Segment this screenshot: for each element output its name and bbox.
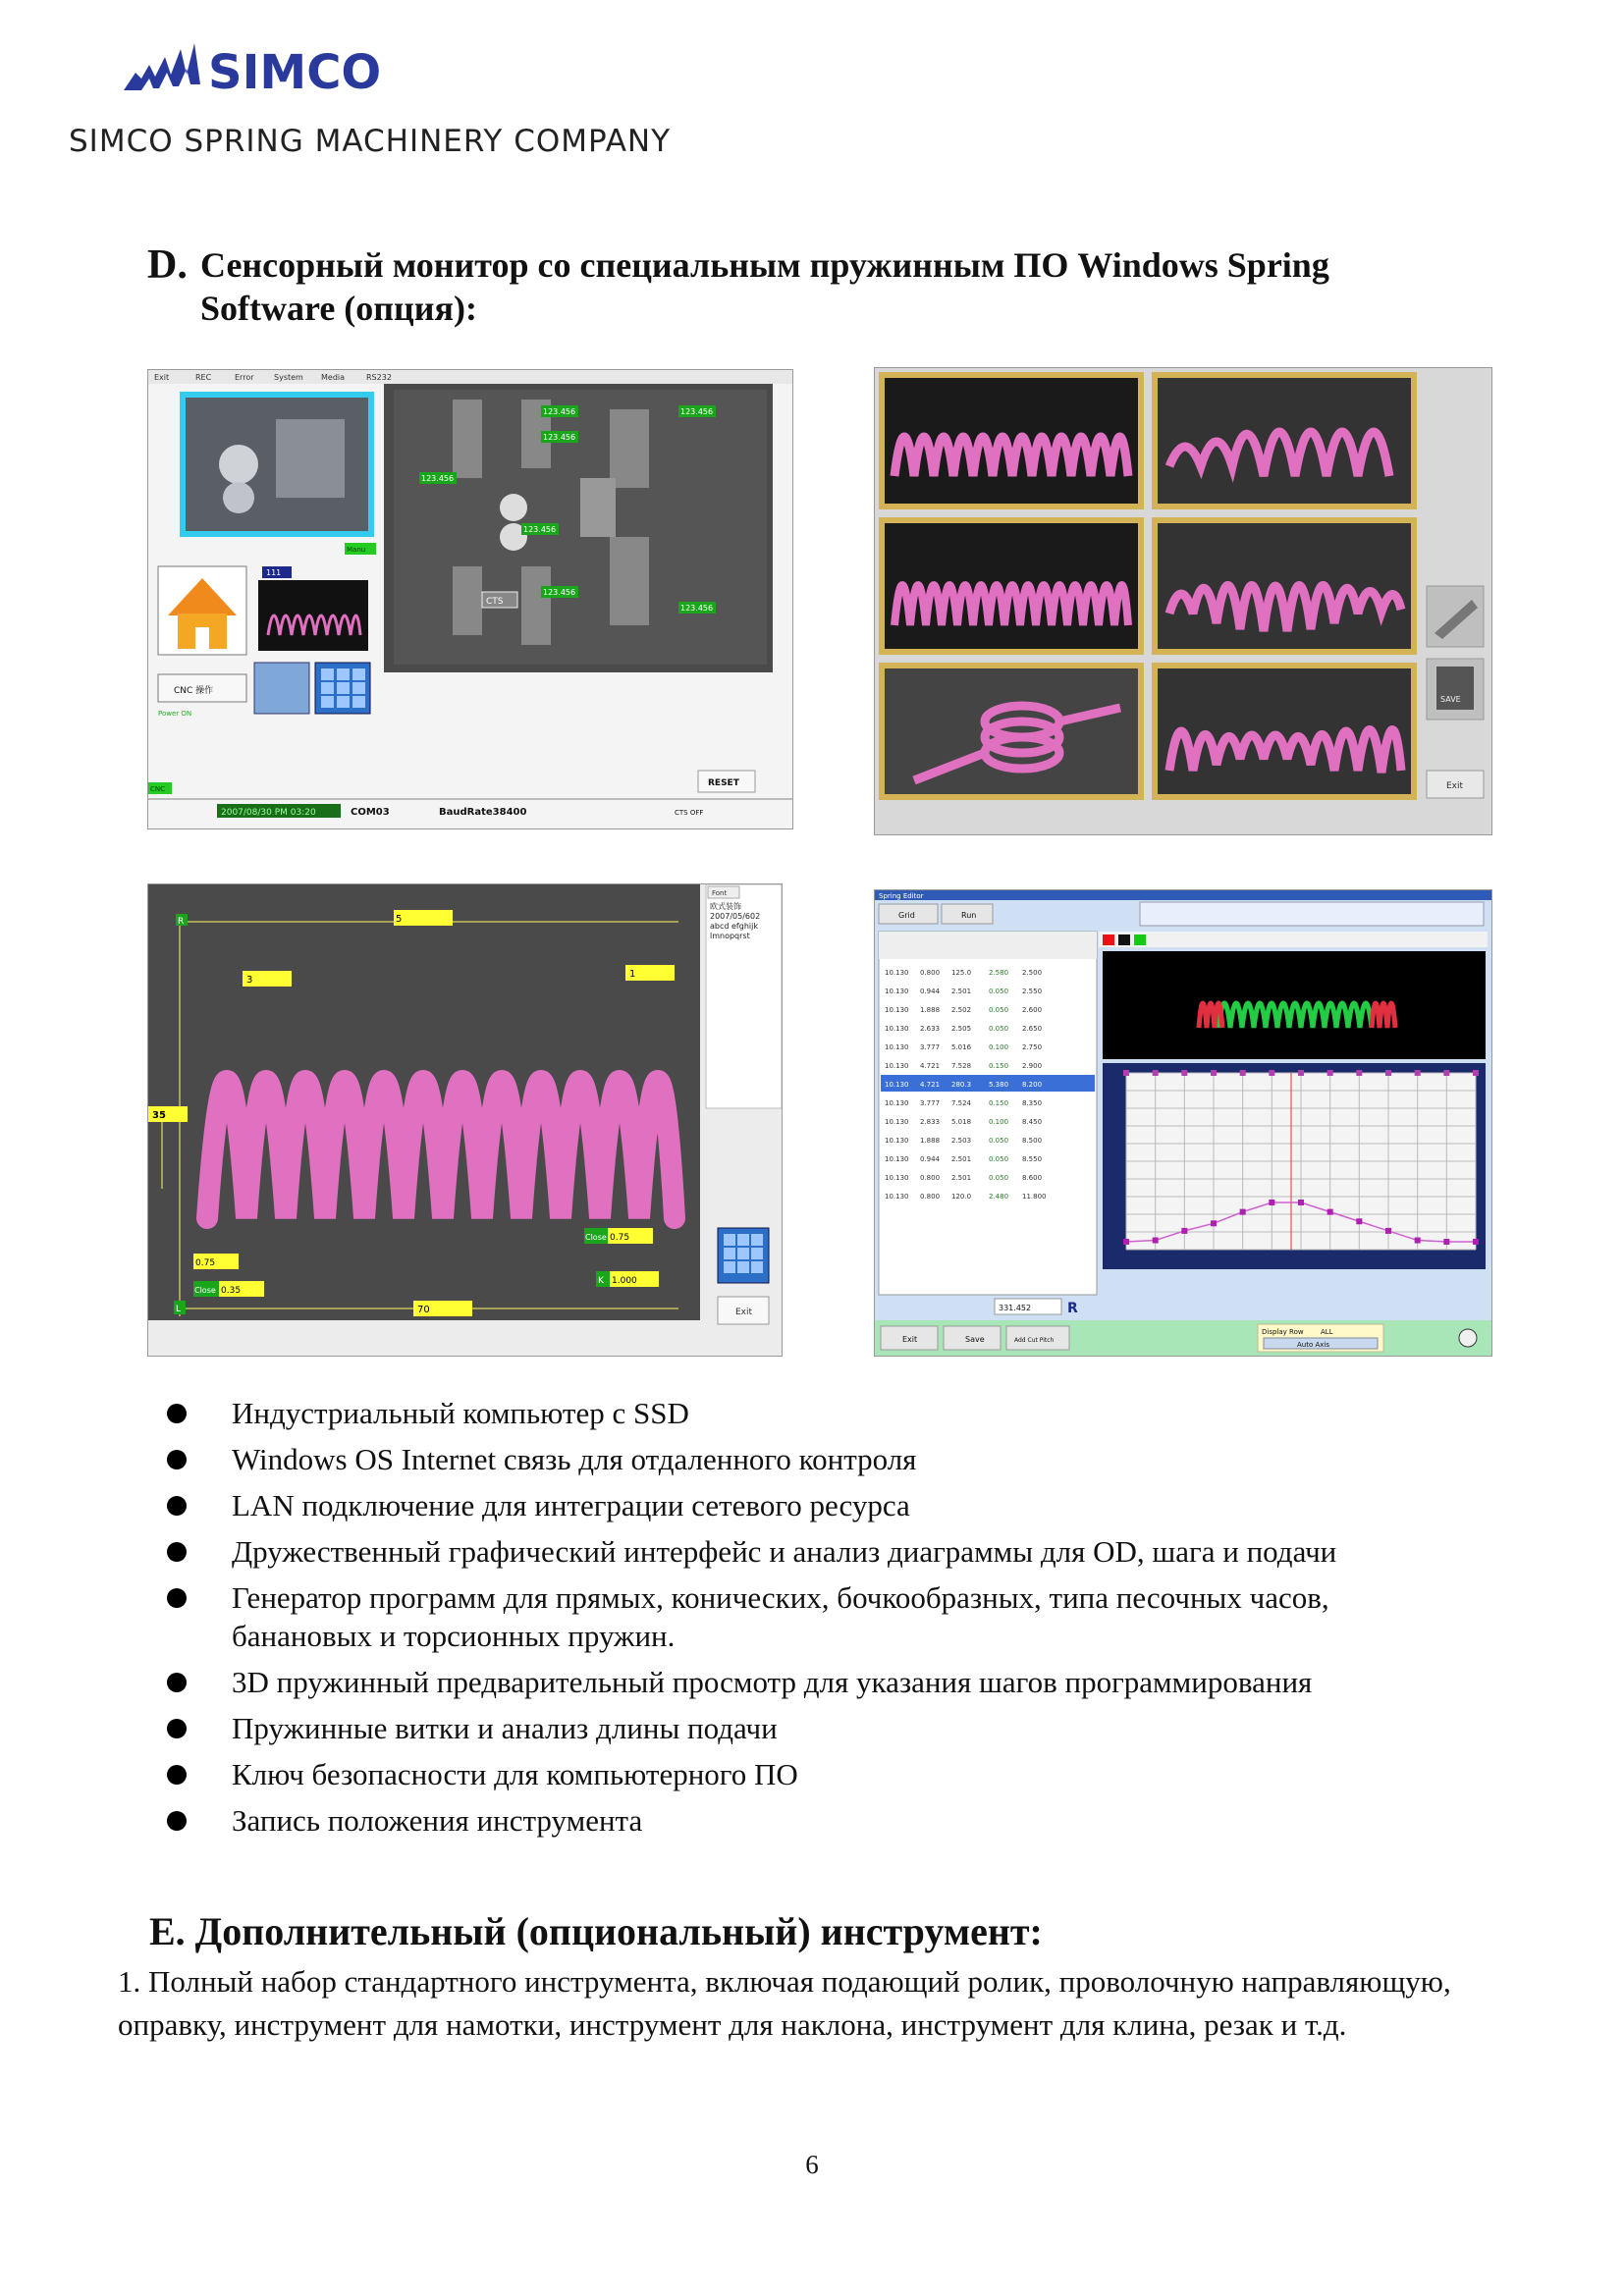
menu-rec[interactable]: REC: [195, 373, 212, 382]
chart-point: [1240, 1209, 1246, 1215]
k-label: K: [598, 1276, 604, 1286]
table-cell: 8.600: [1022, 1174, 1043, 1182]
table-cell: 2.502: [951, 1006, 972, 1014]
chart-top-marker: [1473, 1070, 1479, 1076]
table-row[interactable]: [881, 1019, 1095, 1036]
exit-label: Exit: [1446, 781, 1464, 791]
chart-top-marker: [1298, 1070, 1304, 1076]
readout-5: 123.456: [543, 588, 576, 597]
spring-tile-4[interactable]: [1152, 517, 1417, 655]
menu-exit[interactable]: Exit: [154, 373, 170, 382]
dim-pitch-left: 3: [246, 975, 253, 986]
exit-label: Exit: [735, 1308, 753, 1317]
readout-4: 123.456: [523, 525, 557, 534]
table-cell: 2.650: [1022, 1025, 1043, 1033]
table-cell: 1.888: [920, 1137, 941, 1145]
table-cell: 3.777: [920, 1099, 941, 1107]
table-cell: 10.130: [885, 1193, 909, 1201]
chart-top-marker: [1415, 1070, 1421, 1076]
table-cell: 0.050: [989, 1006, 1009, 1014]
table-cell: 0.150: [989, 1062, 1009, 1070]
table-cell: 2.750: [1022, 1043, 1043, 1051]
axis-header: [1140, 902, 1484, 926]
dim-top-box[interactable]: [394, 910, 453, 926]
screenshot-spring-dimensions: [147, 883, 783, 1357]
feature-item: LAN подключение для интеграции сетевого ресурса: [167, 1486, 1473, 1524]
table-cell: 11.800: [1022, 1193, 1047, 1201]
dim-length: 70: [417, 1305, 430, 1315]
font-sample: 欧式装饰 2007/05/602 abcd efghijk lmnopqrst: [710, 902, 761, 940]
feature-item: Windows OS Internet связь для отдаленного контроля: [167, 1440, 1473, 1478]
table-cell: 0.800: [920, 969, 941, 977]
table-cell: 280.3: [951, 1081, 972, 1089]
screenshot-spring-editor: [874, 889, 1492, 1357]
font-label: Font: [712, 889, 728, 897]
auto-axis-label: Auto Axis: [1297, 1341, 1330, 1349]
table-cell: 5.018: [951, 1118, 972, 1126]
chart-top-marker: [1153, 1070, 1159, 1076]
feature-item: Дружественный графический интерфейс и анализ диаграммы для OD, шага и подачи: [167, 1532, 1473, 1571]
table-cell: 120.0: [951, 1193, 972, 1201]
table-cell: 125.0: [951, 969, 972, 977]
table-row[interactable]: [881, 1149, 1095, 1166]
chart-point: [1123, 1239, 1129, 1245]
table-cell: 0.050: [989, 1025, 1009, 1033]
table-cell: 8.450: [1022, 1118, 1043, 1126]
chart-top-marker: [1181, 1070, 1187, 1076]
run-label: Run: [961, 911, 977, 920]
screenshot-cnc-control: [147, 369, 793, 829]
chart-point: [1269, 1200, 1274, 1205]
table-row[interactable]: [881, 1038, 1095, 1054]
table-cell: 1.888: [920, 1006, 941, 1014]
chart-point: [1298, 1200, 1304, 1205]
screenshot-spring-gallery: [874, 367, 1492, 835]
logo-waves-icon: [124, 43, 200, 90]
page-number: 6: [805, 2150, 819, 2179]
display-row-label: Display Row: [1262, 1328, 1304, 1336]
chart-top-marker: [1327, 1070, 1333, 1076]
mode-label: Manu: [347, 546, 366, 554]
dim-top-value: 5: [396, 914, 403, 925]
menu-error[interactable]: Error: [235, 373, 254, 382]
table-cell: 10.130: [885, 1118, 909, 1126]
smiley-icon: [1459, 1329, 1477, 1347]
editor-exit-label: Exit: [902, 1335, 918, 1344]
table-cell: 0.100: [989, 1118, 1009, 1126]
table-cell: 0.050: [989, 988, 1009, 995]
display-row-select[interactable]: ALL: [1321, 1328, 1333, 1336]
table-row[interactable]: [881, 1056, 1095, 1073]
table-cell: 5.016: [951, 1043, 972, 1051]
section-d-letter: D.: [147, 242, 188, 288]
chart-top-marker: [1240, 1070, 1246, 1076]
chart-top-marker: [1443, 1070, 1449, 1076]
step-label: 111: [266, 568, 282, 577]
spring-tile-6[interactable]: [1152, 663, 1417, 800]
table-cell: 2.833: [920, 1118, 941, 1126]
table-cell: 2.501: [951, 1155, 972, 1163]
table-cell: 8.550: [1022, 1155, 1043, 1163]
chart-point: [1327, 1209, 1333, 1215]
cnc-status: CNC: [150, 785, 166, 793]
table-cell: 0.944: [920, 1155, 941, 1163]
green-color-swatch[interactable]: [1134, 934, 1146, 945]
chart-point: [1211, 1220, 1217, 1226]
table-cell: 10.130: [885, 1137, 909, 1145]
section-d-heading: [147, 243, 1473, 330]
cnc-label: CNC 操作: [174, 686, 214, 696]
table-cell: 7.528: [951, 1062, 972, 1070]
table-cell: 8.350: [1022, 1099, 1043, 1107]
table-cell: 10.130: [885, 969, 909, 977]
logo-text: SIMCO: [208, 45, 382, 98]
feature-item: Ключ безопасности для компьютерного ПО: [167, 1755, 1473, 1793]
readout-6: 123.456: [680, 604, 714, 613]
company-name: SIMCO SPRING MACHINERY COMPANY: [69, 124, 672, 159]
table-cell: 2.580: [989, 969, 1009, 977]
feature-item: 3D пружинный предварительный просмотр для указания шагов программирования: [167, 1663, 1473, 1701]
section-d-title: Сенсорный монитор со специальным пружинным ПО Windows Spring Software (опция):: [200, 245, 1329, 328]
spring-tile-2[interactable]: [1152, 372, 1417, 509]
readout-2: 123.456: [680, 407, 714, 416]
table-cell: 10.130: [885, 1043, 909, 1051]
table-row[interactable]: [881, 1094, 1095, 1110]
table-cell: 8.500: [1022, 1137, 1043, 1145]
table-cell: 0.800: [920, 1174, 941, 1182]
baud-status: BaudRate38400: [439, 807, 527, 818]
table-cell: 2.633: [920, 1025, 941, 1033]
table-cell: 10.130: [885, 1081, 909, 1089]
table-cell: 7.524: [951, 1099, 972, 1107]
feature-item: Пружинные витки и анализ длины подачи: [167, 1709, 1473, 1747]
port-status: COM03: [351, 807, 390, 818]
red-color-swatch[interactable]: [1103, 934, 1114, 945]
feature-item: Запись положения инструмента: [167, 1801, 1473, 1840]
chart-point: [1443, 1239, 1449, 1245]
table-cell: 0.150: [989, 1099, 1009, 1107]
readout-r-label: R: [1067, 1301, 1078, 1316]
position-readout: 331.452: [999, 1304, 1032, 1312]
cts-label: CTS: [486, 597, 504, 607]
chart-top-marker: [1269, 1070, 1274, 1076]
table-cell: 10.130: [885, 988, 909, 995]
menu-rs232[interactable]: RS232: [366, 373, 392, 382]
save-label: SAVE: [1440, 695, 1461, 704]
table-row[interactable]: [881, 1187, 1095, 1203]
table-cell: 2.900: [1022, 1062, 1043, 1070]
table-cell: 10.130: [885, 1025, 909, 1033]
feature-item: Индустриальный компьютер с SSD: [167, 1394, 1473, 1432]
chart-point: [1356, 1218, 1362, 1224]
table-cell: 10.130: [885, 1155, 909, 1163]
section-e-title: E. Дополнительный (опциональный) инструмент:: [149, 1909, 1043, 1953]
table-cell: 3.777: [920, 1043, 941, 1051]
table-cell: 2.503: [951, 1137, 972, 1145]
table-cell: 0.944: [920, 988, 941, 995]
table-cell: 0.050: [989, 1174, 1009, 1182]
table-cell: 2.505: [951, 1025, 972, 1033]
chart-top-marker: [1211, 1070, 1217, 1076]
table-row[interactable]: [881, 1075, 1095, 1092]
keypad-icon: [321, 668, 365, 708]
datetime-status: 2007/08/30 PM 03:20: [221, 808, 316, 818]
table-cell: 0.100: [989, 1043, 1009, 1051]
table-cell: 10.130: [885, 1174, 909, 1182]
chart-top-marker: [1123, 1070, 1129, 1076]
table-cell: 10.130: [885, 1006, 909, 1014]
table-cell: 2.600: [1022, 1006, 1043, 1014]
table-cell: 0.050: [989, 1155, 1009, 1163]
table-cell: 0.050: [989, 1137, 1009, 1145]
chart-point: [1153, 1238, 1159, 1244]
menu-system[interactable]: System: [274, 373, 303, 382]
chart-top-marker: [1356, 1070, 1362, 1076]
simco-logo: [122, 39, 446, 98]
chart-point: [1415, 1238, 1421, 1244]
dim-left-value: 0.75: [195, 1258, 216, 1268]
chart-point: [1385, 1228, 1391, 1234]
status-line: Power ON: [158, 710, 192, 718]
table-cell: 2.501: [951, 988, 972, 995]
feature-item: Генератор программ для прямых, конических, бочкообразных, типа песочных часов, банановых и торсионных пружин.: [167, 1578, 1473, 1655]
close-right-value: 0.75: [610, 1233, 630, 1243]
table-cell: 8.200: [1022, 1081, 1043, 1089]
table-cell: 0.800: [920, 1193, 941, 1201]
readout-3: 123.456: [421, 474, 455, 483]
feature-list: [167, 1394, 1473, 1847]
close-right-label: Close: [585, 1233, 607, 1242]
table-cell: 4.721: [920, 1081, 941, 1089]
table-cell: 5.380: [989, 1081, 1009, 1089]
table-cell: 10.130: [885, 1062, 909, 1070]
dim-r-label: R: [178, 917, 185, 927]
table-cell: 10.130: [885, 1099, 909, 1107]
spring-tile-3[interactable]: [879, 517, 1144, 655]
close-left-value: 0.35: [221, 1286, 242, 1296]
spring-tile-1[interactable]: [879, 372, 1144, 509]
table-row[interactable]: [881, 1112, 1095, 1129]
menu-media[interactable]: Media: [321, 373, 346, 382]
tool-button[interactable]: [254, 663, 309, 714]
black-color-swatch[interactable]: [1118, 934, 1130, 945]
table-row[interactable]: [881, 963, 1095, 980]
table-row[interactable]: [881, 982, 1095, 998]
table-row[interactable]: [881, 1131, 1095, 1148]
chart-top-marker: [1385, 1070, 1391, 1076]
dim-pitch-right: 1: [629, 969, 636, 980]
add-cut-pitch-label: Add Cut Pitch: [1014, 1337, 1055, 1344]
chart-point: [1181, 1228, 1187, 1234]
table-row[interactable]: [881, 1168, 1095, 1185]
editor-save-label: Save: [965, 1335, 985, 1344]
window-title: Spring Editor: [879, 892, 924, 900]
readout-1: 123.456: [543, 407, 576, 416]
keypad-icon: [724, 1234, 763, 1273]
dim-diameter: 35: [152, 1110, 166, 1121]
k-value: 1.000: [612, 1276, 637, 1286]
section-e-text: 1. Полный набор стандартного инструмента, включая подающий ролик, проволочную направляющую, оправку, инструмент для намотки, инструмент для наклона, инструмент для клина, резак и т.д.: [118, 1964, 1451, 2042]
dim-l-label: L: [176, 1305, 182, 1314]
chart-point: [1473, 1239, 1479, 1245]
table-cell: 2.501: [951, 1174, 972, 1182]
readout-7: 123.456: [543, 433, 576, 442]
table-cell: 2.500: [1022, 969, 1043, 977]
close-left-label: Close: [194, 1286, 216, 1295]
table-row[interactable]: [881, 1000, 1095, 1017]
spring-tile-5[interactable]: [879, 663, 1144, 800]
table-cell: 4.721: [920, 1062, 941, 1070]
cts-status: CTS OFF: [675, 809, 704, 817]
reset-label: RESET: [708, 778, 739, 788]
table-cell: 2.550: [1022, 988, 1043, 995]
table-cell: 2.480: [989, 1193, 1009, 1201]
grid-label: Grid: [898, 911, 915, 920]
